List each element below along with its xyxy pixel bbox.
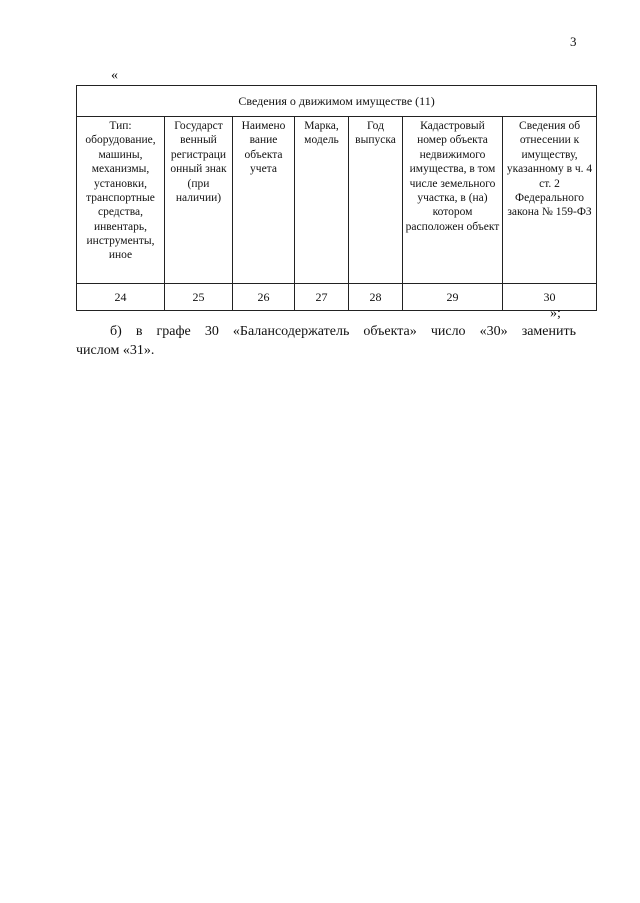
column-number: 27 [295, 284, 349, 311]
column-number: 25 [165, 284, 233, 311]
column-number-row [77, 284, 597, 311]
paragraph-line: б) в графе 30 «Балансодержатель объекта» число «30» заменить [110, 324, 576, 339]
table-group-header: Сведения о движимом имуществе (11) [77, 86, 597, 117]
movable-property-table [76, 85, 597, 311]
column-number: 26 [233, 284, 295, 311]
column-number: 30 [503, 284, 597, 311]
column-header-cadastral-number: Кадастровый номер объекта недвижимого имущества, в том числе земельного участка, в (на) котором расположен объект [403, 117, 503, 284]
opening-quote: « [111, 68, 118, 83]
column-number: 24 [77, 284, 165, 311]
closing-quote: »; [550, 306, 561, 321]
column-header-make-model: Марка, модель [295, 117, 349, 284]
paragraph-line: числом «31». [76, 343, 155, 358]
amendment-paragraph [76, 322, 576, 360]
column-header-law-reference: Сведения об отнесении к имуществу, указанному в ч. 4 ст. 2 Федерального закона № 159-ФЗ [503, 117, 597, 284]
column-header-row [77, 117, 597, 284]
column-number: 29 [403, 284, 503, 311]
column-header-object-name: Наимено вание объекта учета [233, 117, 295, 284]
column-header-year: Год выпуска [349, 117, 403, 284]
column-header-registration-sign: Государст венный регистраци онный знак (при наличии) [165, 117, 233, 284]
column-header-type: Тип: оборудование, машины, механизмы, установки, транспортные средства, инвентарь, инструменты, иное [77, 117, 165, 284]
page-number: 3 [570, 34, 577, 49]
column-number: 28 [349, 284, 403, 311]
